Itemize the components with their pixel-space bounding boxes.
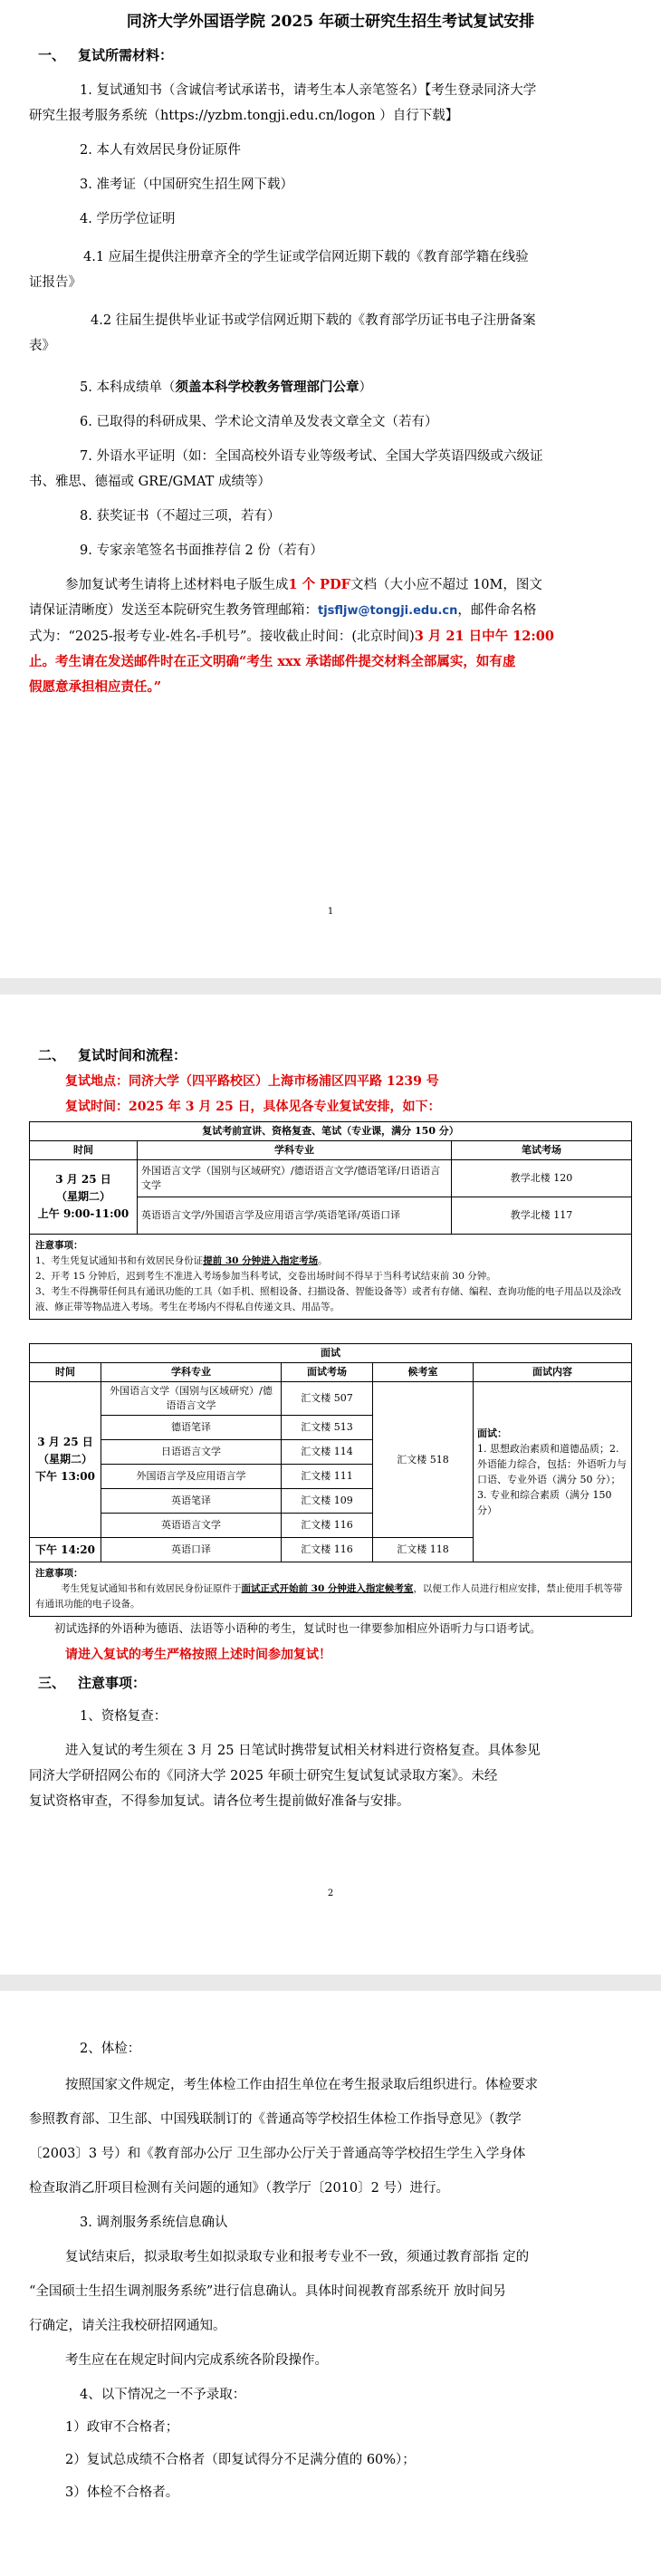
interview-start-time: 下午 13:00	[34, 1470, 95, 1483]
material-item-3: 3. 准考证（中国研究生招生网下载）	[80, 178, 293, 192]
section-2-heading	[29, 1042, 632, 1069]
section-1-title: 复试所需材料：	[78, 47, 174, 63]
document-page-3	[0, 1991, 661, 2576]
health-check-line-2: 参照教育部、卫生部、中国残联制订的《普通高等学校招生体检工作指导意见》（教学	[29, 2112, 522, 2127]
material-item-4-1-line-1: 4.1 应届生提供注册章齐全的学生证或学信网近期下载的《教育部学籍在线验	[83, 250, 529, 264]
interview-note	[35, 1581, 626, 1612]
health-check-line-4: 检查取消乙肝项目检测有关问题的通知》（教学厅〔2010〕2 号）进行。	[29, 2181, 449, 2196]
interview-waiting-room-2: 汇文楼 118	[373, 1538, 474, 1562]
submission-text-b: 文档（大小应不超过 10M，图文	[350, 578, 542, 592]
material-item-5-end: ）	[359, 380, 372, 395]
material-item-9: 9. 专家亲笔签名书面推荐信 2 份（若有）	[80, 543, 323, 558]
section-2-number: 二、	[38, 1047, 66, 1063]
written-hours: 上午 9:00-11:00	[37, 1207, 129, 1220]
submission-line-3	[29, 624, 632, 649]
document-page-1	[0, 0, 661, 978]
material-item-4: 4. 学历学位证明	[80, 212, 176, 226]
rejection-condition-2: 2）复试总成绩不合格者（即复试得分不足满分值的 60%）；	[65, 2453, 416, 2467]
interview-content-title: 面试：	[477, 1427, 507, 1439]
qualification-line-1: 进入复试的考生须在 3 月 25 日笔试时携带复试相关材料进行资格复查。具体参见	[65, 1744, 541, 1758]
document-page-2	[0, 995, 661, 1975]
adjustment-line-1: 复试结束后，拟录取考生如拟录取专业和报考专业不一致，须通过教育部指 定的	[65, 2250, 530, 2264]
note-item-3: 3. 调剂服务系统信息确认	[80, 2216, 228, 2230]
section-1-heading	[29, 42, 632, 69]
material-item-5-emphasis: 须盖本科学校教务管理部门公章	[175, 380, 359, 395]
material-item-4-2	[29, 308, 632, 359]
pdf-count-highlight: 1 个 PDF	[288, 577, 350, 592]
rejection-condition-1: 1）政审不合格者；	[65, 2420, 179, 2435]
interview-row-4-major: 外国语言学及应用语言学	[101, 1465, 282, 1489]
submission-line-2	[29, 598, 632, 624]
section-3-heading	[29, 1669, 632, 1697]
note-item-4: 4、以下情况之一不予录取：	[80, 2388, 246, 2402]
health-check-line-1: 按照国家文件规定，考生体检工作由招生单位在考生报录取后组织进行。体检要求	[65, 2078, 538, 2092]
interview-row-7-room: 汇文楼 116	[282, 1538, 373, 1562]
written-notes-label: 注意事项：	[35, 1240, 83, 1251]
submission-paragraph	[29, 572, 632, 700]
section-2-title: 复试时间和流程：	[78, 1047, 187, 1063]
written-row-2-room: 教学北楼 117	[452, 1197, 632, 1235]
interview-row-2-room: 汇文楼 513	[282, 1416, 373, 1440]
interview-table	[29, 1343, 632, 1617]
material-item-6: 6. 已取得的科研成果、学术论文清单及发表文章全文（若有）	[80, 415, 438, 429]
submission-line-4: 止。考生请在发送邮件时在正文明确“考生 xxx 承诺邮件提交材料全部属实，如有虚	[29, 654, 516, 669]
written-date-cell	[30, 1160, 138, 1235]
qualification-line-3: 复试资格审查，不得参加复试。请各位考生提前做好准备与安排。	[29, 1794, 410, 1809]
material-item-7-line-1: 7. 外语水平证明（如：全国高校外语专业等级考试、全国大学英语四级或六级证	[80, 449, 543, 464]
interview-note-text: 考生凭复试通知书和有效居民身份证原件于	[61, 1583, 242, 1594]
material-item-4-1	[29, 245, 632, 295]
material-item-1	[29, 78, 632, 129]
material-item-5	[29, 375, 632, 400]
interview-row-4-room: 汇文楼 111	[282, 1465, 373, 1489]
interview-date: 3 月 25 日	[37, 1436, 93, 1448]
written-row-1-major: 外国语言文学（国别与区域研究）/德语语言文学/德语笔译/日语语言文学	[138, 1160, 452, 1197]
interview-content-text: 1. 思想政治素质和道德品质；2. 外语能力综合，包括：外语听力与口语、专业外语（满分 50 分）；3. 专业和综合素质（满分 150 分）	[477, 1443, 627, 1516]
material-item-1-line-1: 1. 复试通知书（含诚信考试承诺书，请考生本人亲笔签名）【考生登录同济大学	[80, 83, 537, 98]
written-header-room: 笔试考场	[452, 1141, 632, 1160]
health-check-line-3: 〔2003〕3 号）和《教育部办公厅 卫生部办公厅关于普通高等学校招生学生入学身体	[29, 2147, 526, 2161]
interview-header-content: 面试内容	[474, 1363, 632, 1382]
interview-date-cell	[30, 1382, 101, 1538]
interview-second-time: 下午 14:20	[30, 1538, 101, 1562]
deadline-highlight: 3 月 21 日中午 12:00	[414, 629, 554, 644]
interview-row-6-major: 英语语言文学	[101, 1514, 282, 1538]
interview-row-1-major: 外国语言文学（国别与区域研究）/德语语言文学	[101, 1382, 282, 1416]
material-item-4-1-line-2: 证报告》	[29, 275, 81, 290]
material-item-7-line-2: 书、雅思、德福或 GRE/GMAT 成绩等）	[29, 475, 271, 489]
document-title: 同济大学外国语学院 2025 年硕士研究生招生考试复试安排	[126, 13, 535, 31]
material-item-2: 2. 本人有效居民身份证原件	[80, 143, 241, 158]
rejection-condition-3: 3）体检不合格者。	[65, 2485, 179, 2500]
section-3-number: 三、	[38, 1675, 66, 1691]
material-item-4-2-line-1: 4.2 往届生提供毕业证书或学信网近期下载的《教育部学历证书电子注册备案	[91, 313, 536, 328]
written-header-major: 学科专业	[138, 1141, 452, 1160]
written-date: 3 月 25 日	[55, 1173, 111, 1186]
page-number-2: 2	[327, 1889, 334, 1898]
interview-row-6-room: 汇文楼 116	[282, 1514, 373, 1538]
written-row-2-major: 英语语言文学/外国语言学及应用语言学/英语笔译/英语口译	[138, 1197, 452, 1235]
written-notes	[30, 1235, 632, 1320]
interview-waiting-room-1: 汇文楼 518	[373, 1382, 474, 1538]
written-note-1-end: 。	[318, 1255, 328, 1266]
material-item-4-2-line-2: 表》	[29, 339, 55, 353]
submission-line-5: 假愿意承担相应责任。”	[29, 679, 162, 695]
submission-text-c: 请保证清晰度）发送至本院研究生教务管理邮箱：	[29, 603, 318, 618]
interview-row-1-room: 汇文楼 507	[282, 1382, 373, 1416]
written-note-1-emphasis: 提前 30 分钟进入指定考场	[203, 1255, 319, 1266]
written-note-1	[35, 1254, 626, 1269]
submission-text-a: 参加复试考生请将上述材料电子版生成	[65, 578, 289, 592]
email-link[interactable]: tjsfljw@tongji.edu.cn	[318, 604, 458, 618]
submission-line-1	[29, 572, 632, 598]
qualification-line-2: 同济大学研招网公布的《同济大学 2025 年硕士研究生复试复试录取方案》。未经	[29, 1769, 498, 1783]
material-item-7	[29, 444, 632, 495]
adjustment-line-4: 考生应在在规定时间内完成系统各阶段操作。	[65, 2353, 328, 2368]
interview-row-7-major: 英语口译	[101, 1538, 282, 1562]
written-exam-table	[29, 1121, 632, 1320]
written-exam-title: 复试考前宣讲、资格复查、笔试（专业课，满分 150 分）	[30, 1122, 632, 1141]
adjustment-line-3: 行确定，请关注我校研招网通知。	[29, 2319, 226, 2333]
interview-notes-label: 注意事项：	[35, 1568, 83, 1579]
page-number-1: 1	[327, 907, 334, 917]
submission-text-d: ，邮件命名格	[457, 603, 537, 618]
adjustment-line-2: “全国硕士生招生调剂服务系统”进行信息确认。具体时间视教育部系统开 放时间另	[29, 2284, 506, 2299]
interview-header-room: 面试考场	[282, 1363, 373, 1382]
interview-content-cell	[474, 1382, 632, 1562]
interview-notes	[30, 1562, 632, 1617]
interview-row-3-major: 日语语言文学	[101, 1440, 282, 1465]
interview-header-major: 学科专业	[101, 1363, 282, 1382]
interview-row-2-major: 德语笔译	[101, 1416, 282, 1440]
exam-place: 复试地点：同济大学（四平路校区）上海市杨浦区四平路 1239 号	[65, 1074, 439, 1089]
material-item-8: 8. 获奖证书（不超过三项，若有）	[80, 509, 281, 524]
language-note: 初试选择的外语种为德语、法语等小语种的考生，复试时也一律要参加相应外语听力与口语考试。	[54, 1621, 541, 1635]
written-row-1-room: 教学北楼 120	[452, 1160, 632, 1197]
exam-time: 复试时间：2025 年 3 月 25 日，具体见各专业复试安排，如下：	[65, 1100, 441, 1114]
written-note-1-text: 1、考生凭复试通知书和有效居民身份证	[35, 1255, 204, 1266]
interview-header-time: 时间	[30, 1363, 101, 1382]
section-3-title: 注意事项：	[78, 1675, 147, 1691]
material-item-5-text: 5. 本科成绩单（	[80, 380, 176, 395]
note-item-1: 1、资格复查：	[80, 1709, 168, 1724]
interview-weekday: （星期二）	[37, 1453, 92, 1466]
strict-time-notice: 请进入复试的考生严格按照上述时间参加复试！	[65, 1648, 331, 1662]
interview-note-end: ，以便工作人员进行相应安排，禁止使用手机等带有通讯功能的电子设备。	[35, 1583, 623, 1610]
written-note-2: 2、开考 15 分钟后，迟到考生不准进入考场参加当科考试，交卷出场时间不得早于当科考试结束前 30 分钟。	[35, 1271, 496, 1282]
interview-note-emphasis: 面试正式开始前 30 分钟进入指定候考室	[241, 1583, 414, 1594]
interview-title: 面试	[30, 1344, 632, 1363]
section-1-number: 一、	[38, 47, 66, 63]
written-header-time: 时间	[30, 1141, 138, 1160]
interview-header-waiting: 候考室	[373, 1363, 474, 1382]
interview-row-5-major: 英语笔译	[101, 1489, 282, 1514]
note-item-2: 2、体检：	[80, 2042, 141, 2056]
interview-row-5-room: 汇文楼 109	[282, 1489, 373, 1514]
submission-text-e: 式为：“2025-报考专业-姓名-手机号”。接收截止时间：(北京时间)	[29, 630, 415, 644]
material-item-1-line-2: 研究生报考服务系统（https://yzbm.tongji.edu.cn/logon ）自行下载】	[29, 109, 459, 123]
written-note-3: 3、考生不得携带任何具有通讯功能的工具（如手机、照相设备、扫描设备、智能设备等）或者有存储、编程、查询功能的电子用品以及涂改液、修正带等物品进入考场。考生在考场内不得私自传递文具、用品等。	[35, 1286, 622, 1312]
interview-row-3-room: 汇文楼 114	[282, 1440, 373, 1465]
written-weekday: （星期二）	[55, 1190, 110, 1203]
